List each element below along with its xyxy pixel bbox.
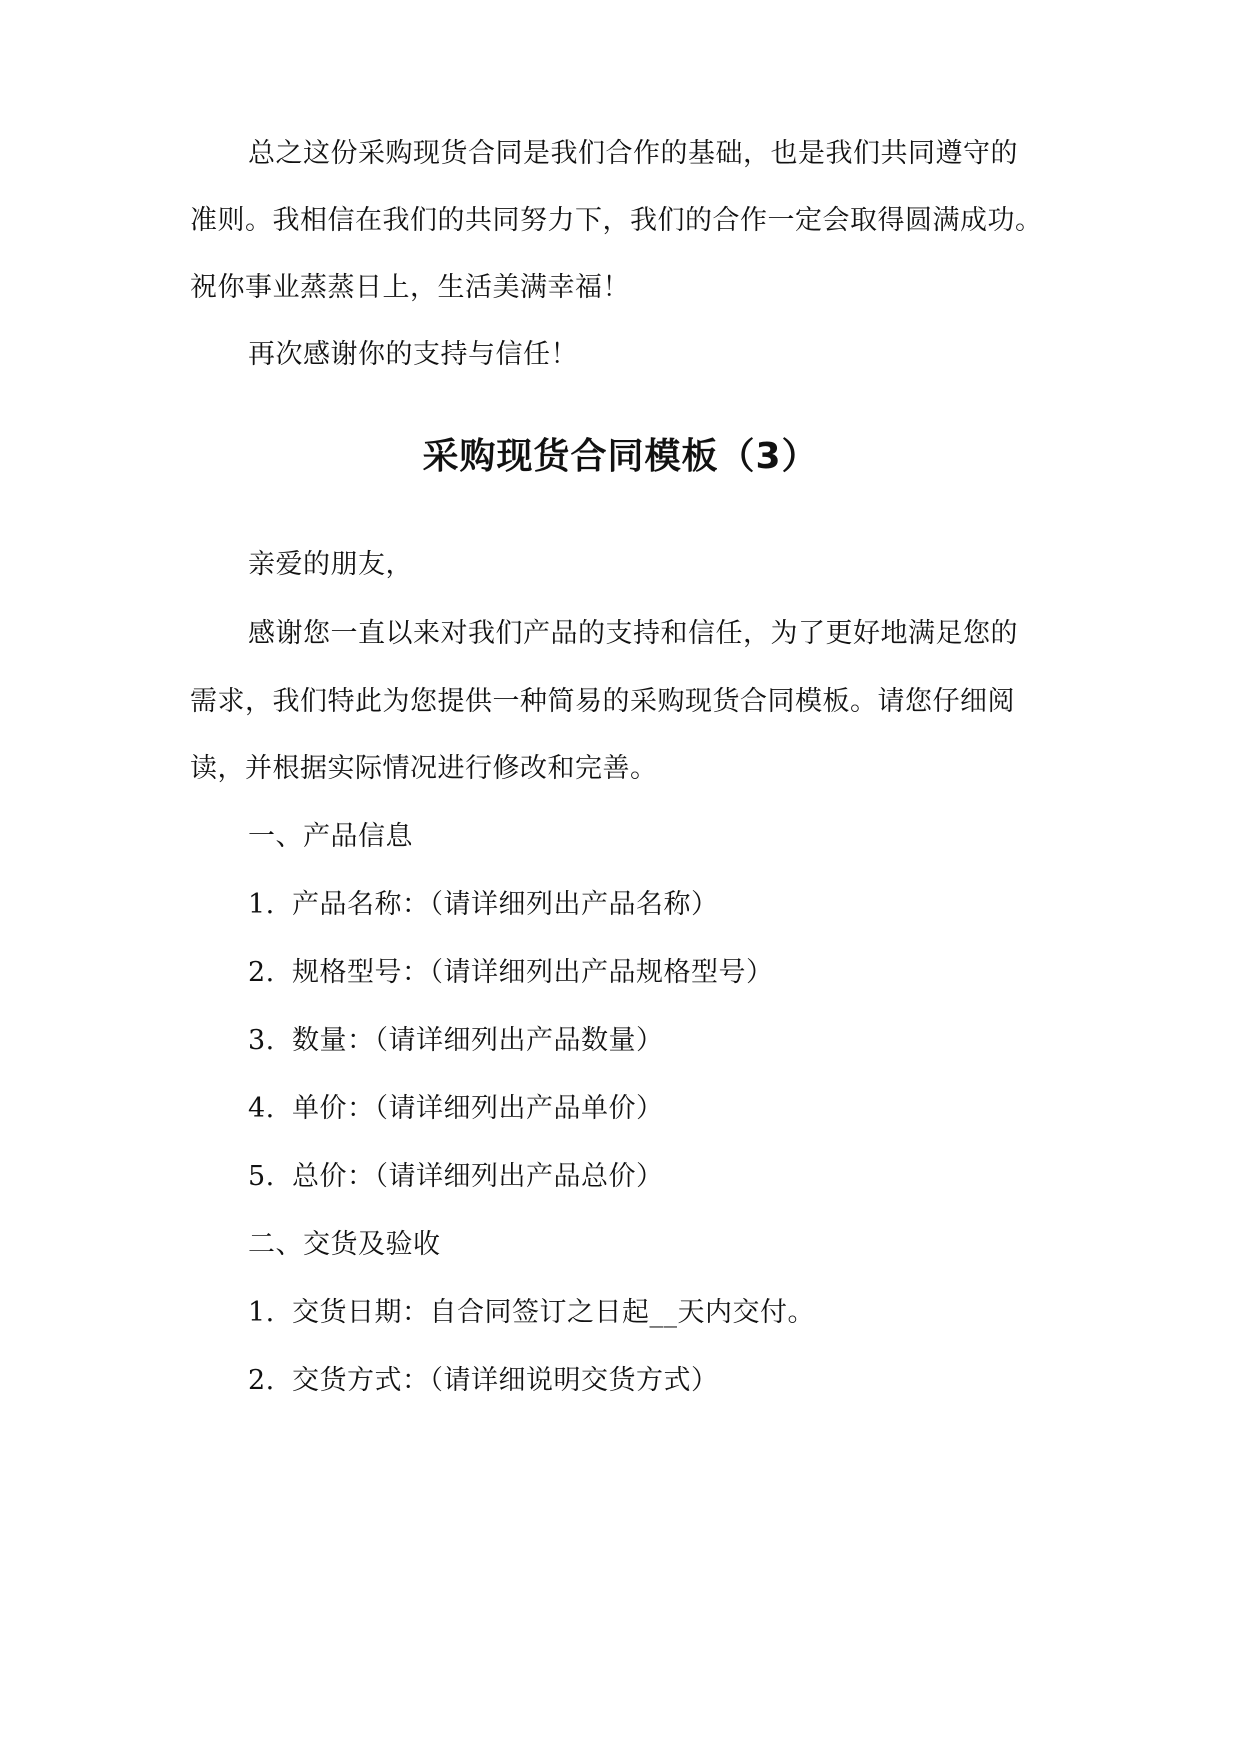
list-item xyxy=(248,1021,1060,1061)
intro-line-3: 祝你事业蒸蒸日上，生活美满幸福！ xyxy=(190,272,630,303)
list-item-text: 总价：（请详细列出产品总价） xyxy=(292,1161,664,1192)
list-item-number: 2. xyxy=(248,957,275,988)
intro-line-1: 总之这份采购现货合同是我们合作的基础，也是我们共同遵守的 xyxy=(248,138,1018,169)
body-line-1: 感谢您一直以来对我们产品的支持和信任，为了更好地满足您的 xyxy=(248,618,1018,649)
list-item-number: 4. xyxy=(248,1093,275,1124)
list-item xyxy=(248,885,1060,925)
list-item xyxy=(248,1293,1060,1333)
list-item-number: 1. xyxy=(248,1297,275,1328)
list-item-text: 数量：（请详细列出产品数量） xyxy=(292,1025,664,1056)
list-item xyxy=(248,953,1060,993)
list-item-number: 2. xyxy=(248,1365,275,1396)
list-item xyxy=(248,1157,1060,1197)
list-item-text: 产品名称：（请详细列出产品名称） xyxy=(292,889,719,920)
list-item-text: 单价：（请详细列出产品单价） xyxy=(292,1093,664,1124)
greeting: 亲爱的朋友， xyxy=(248,549,413,580)
body-line-2: 需求，我们特此为您提供一种简易的采购现货合同模板。请您仔细阅 xyxy=(190,686,1015,717)
intro-line-4: 再次感谢你的支持与信任！ xyxy=(248,339,578,370)
list-item-text: 规格型号：（请详细列出产品规格型号） xyxy=(292,957,774,988)
body-line-3: 读，并根据实际情况进行修改和完善。 xyxy=(190,753,658,784)
list-item-number: 3. xyxy=(248,1025,275,1056)
section-heading-product-info: 一、产品信息 xyxy=(248,821,413,852)
list-item xyxy=(248,1361,1060,1401)
list-item-text: 交货方式：（请详细说明交货方式） xyxy=(292,1365,719,1396)
intro-line-2: 准则。我相信在我们的共同努力下，我们的合作一定会取得圆满成功。 xyxy=(190,205,1043,236)
list-item-text: 交货日期：自合同签订之日起__天内交付。 xyxy=(292,1297,815,1328)
list-item-number: 5. xyxy=(248,1161,275,1192)
section-heading-delivery: 二、交货及验收 xyxy=(248,1229,441,1260)
list-item-number: 1. xyxy=(248,889,275,920)
list-item xyxy=(248,1089,1060,1129)
document-title: 采购现货合同模板（3） xyxy=(422,436,819,477)
